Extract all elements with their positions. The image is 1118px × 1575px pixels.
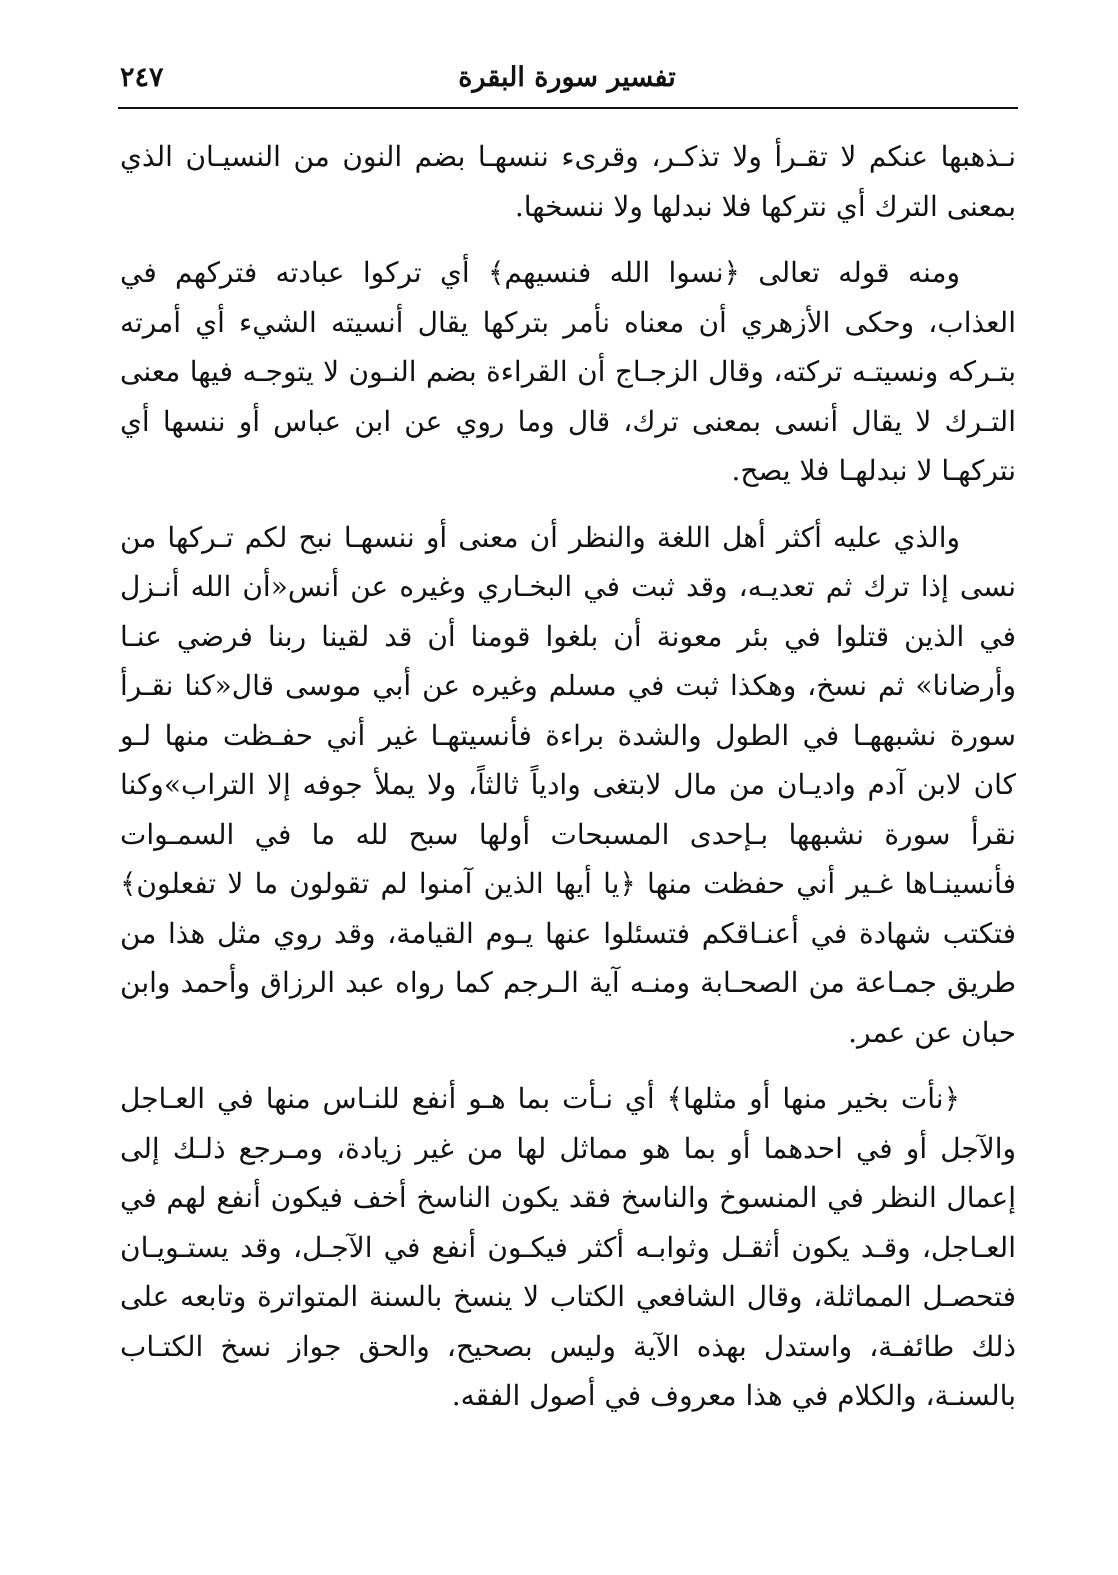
paragraph: ﴿نأت بخير منها أو مثلها﴾ أي نـأت بما هـو أنفع للنـاس منها في العـاجل والآجل أو في احدهما أو بما هو مماثل لها من غير زيادة، ومـرجع ذلـك إلى إعمال النظر في المنسوخ والناسخ فقد يكون الناسخ أخف فيكون أنفع لهم في العـاجل، وقـد يكون أثقـل وثوابـه أكثر فيكـون أنفع في الآجـل، وقد يستـويـان فتحصـل المماثلة، وقال الشافعي الكتاب لا ينسخ بالسنة المتواترة وتابعه على ذلك طائفـة، واستدل بهذه الآية وليس بصحيح، والحق جواز نسخ الكتـاب بالسنـة، والكلام في هذا معروف في أصول الفقه. (120, 1082, 1016, 1412)
page-number: ٢٤٧ (120, 62, 164, 93)
paragraph: ومنه قوله تعالى ﴿نسوا الله فنسيهم﴾ أي تركوا عبادته فتركهم في العذاب، وحكى الأزهري أن معناه نأمر بتركها يقال أنسيته الشيء أي أمرته بتـركه ونسيتـه تركته، وقال الزجـاج أن القراءة بضم النـون لا يتوجـه فيها معنى التـرك لا يقال أنسى بمعنى ترك، قال وما روي عن ابن عباس أو ننسها أي نتركهـا لا نبدلهـا فلا يصح. (120, 256, 1016, 487)
body-text (120, 132, 1016, 1421)
running-header (118, 58, 1016, 102)
header-rule (118, 107, 1018, 109)
paragraph: نـذهبها عنكم لا تقـرأ ولا تذكـر، وقرىء ننسهـا بضم النون من النسيـان الذي بمعنى الترك أي نتركها فلا نبدلها ولا ننسخها. (120, 140, 1016, 223)
running-title: تفسير سورة البقرة (458, 62, 676, 93)
paragraph: والذي عليه أكثر أهل اللغة والنظر أن معنى أو ننسهـا نبح لكم تـركها من نسى إذا ترك ثم تعديـه، وقد ثبت في البخـاري وغيره عن أنس«أن الله أنـزل في الذين قتلوا في بئر معونة أن بلغوا قومنا أن قد لقينا ربنا فرضي عنـا وأرضانا» ثم نسخ، وهكذا ثبت في مسلم وغيره عن أبي موسى قال«كنا نقـرأ سورة نشبههـا في الطول والشدة براءة فأنسيتهـا غير أني حفـظت منها لـو كان لابن آدم واديـان من مال لابتغى وادياً ثالثاً، ولا يملأ جوفه إلا التراب»وكنا نقرأ سورة نشبهها بـإحدى المسبحات أولها سبح لله ما في السمـوات فأنسينـاها غـير أني حفظت منها ﴿يا أيها الذين آمنوا لم تقولون ما لا تفعلون﴾ فتكتب شهادة في أعنـاقكم فتسئلوا عنها يـوم القيامة، وقد روي مثل هذا من طريق جمـاعة من الصحـابة ومنـه آية الـرجم كما رواه عبد الرزاق وأحمد وابن حبان عن عمر. (120, 520, 1017, 1049)
